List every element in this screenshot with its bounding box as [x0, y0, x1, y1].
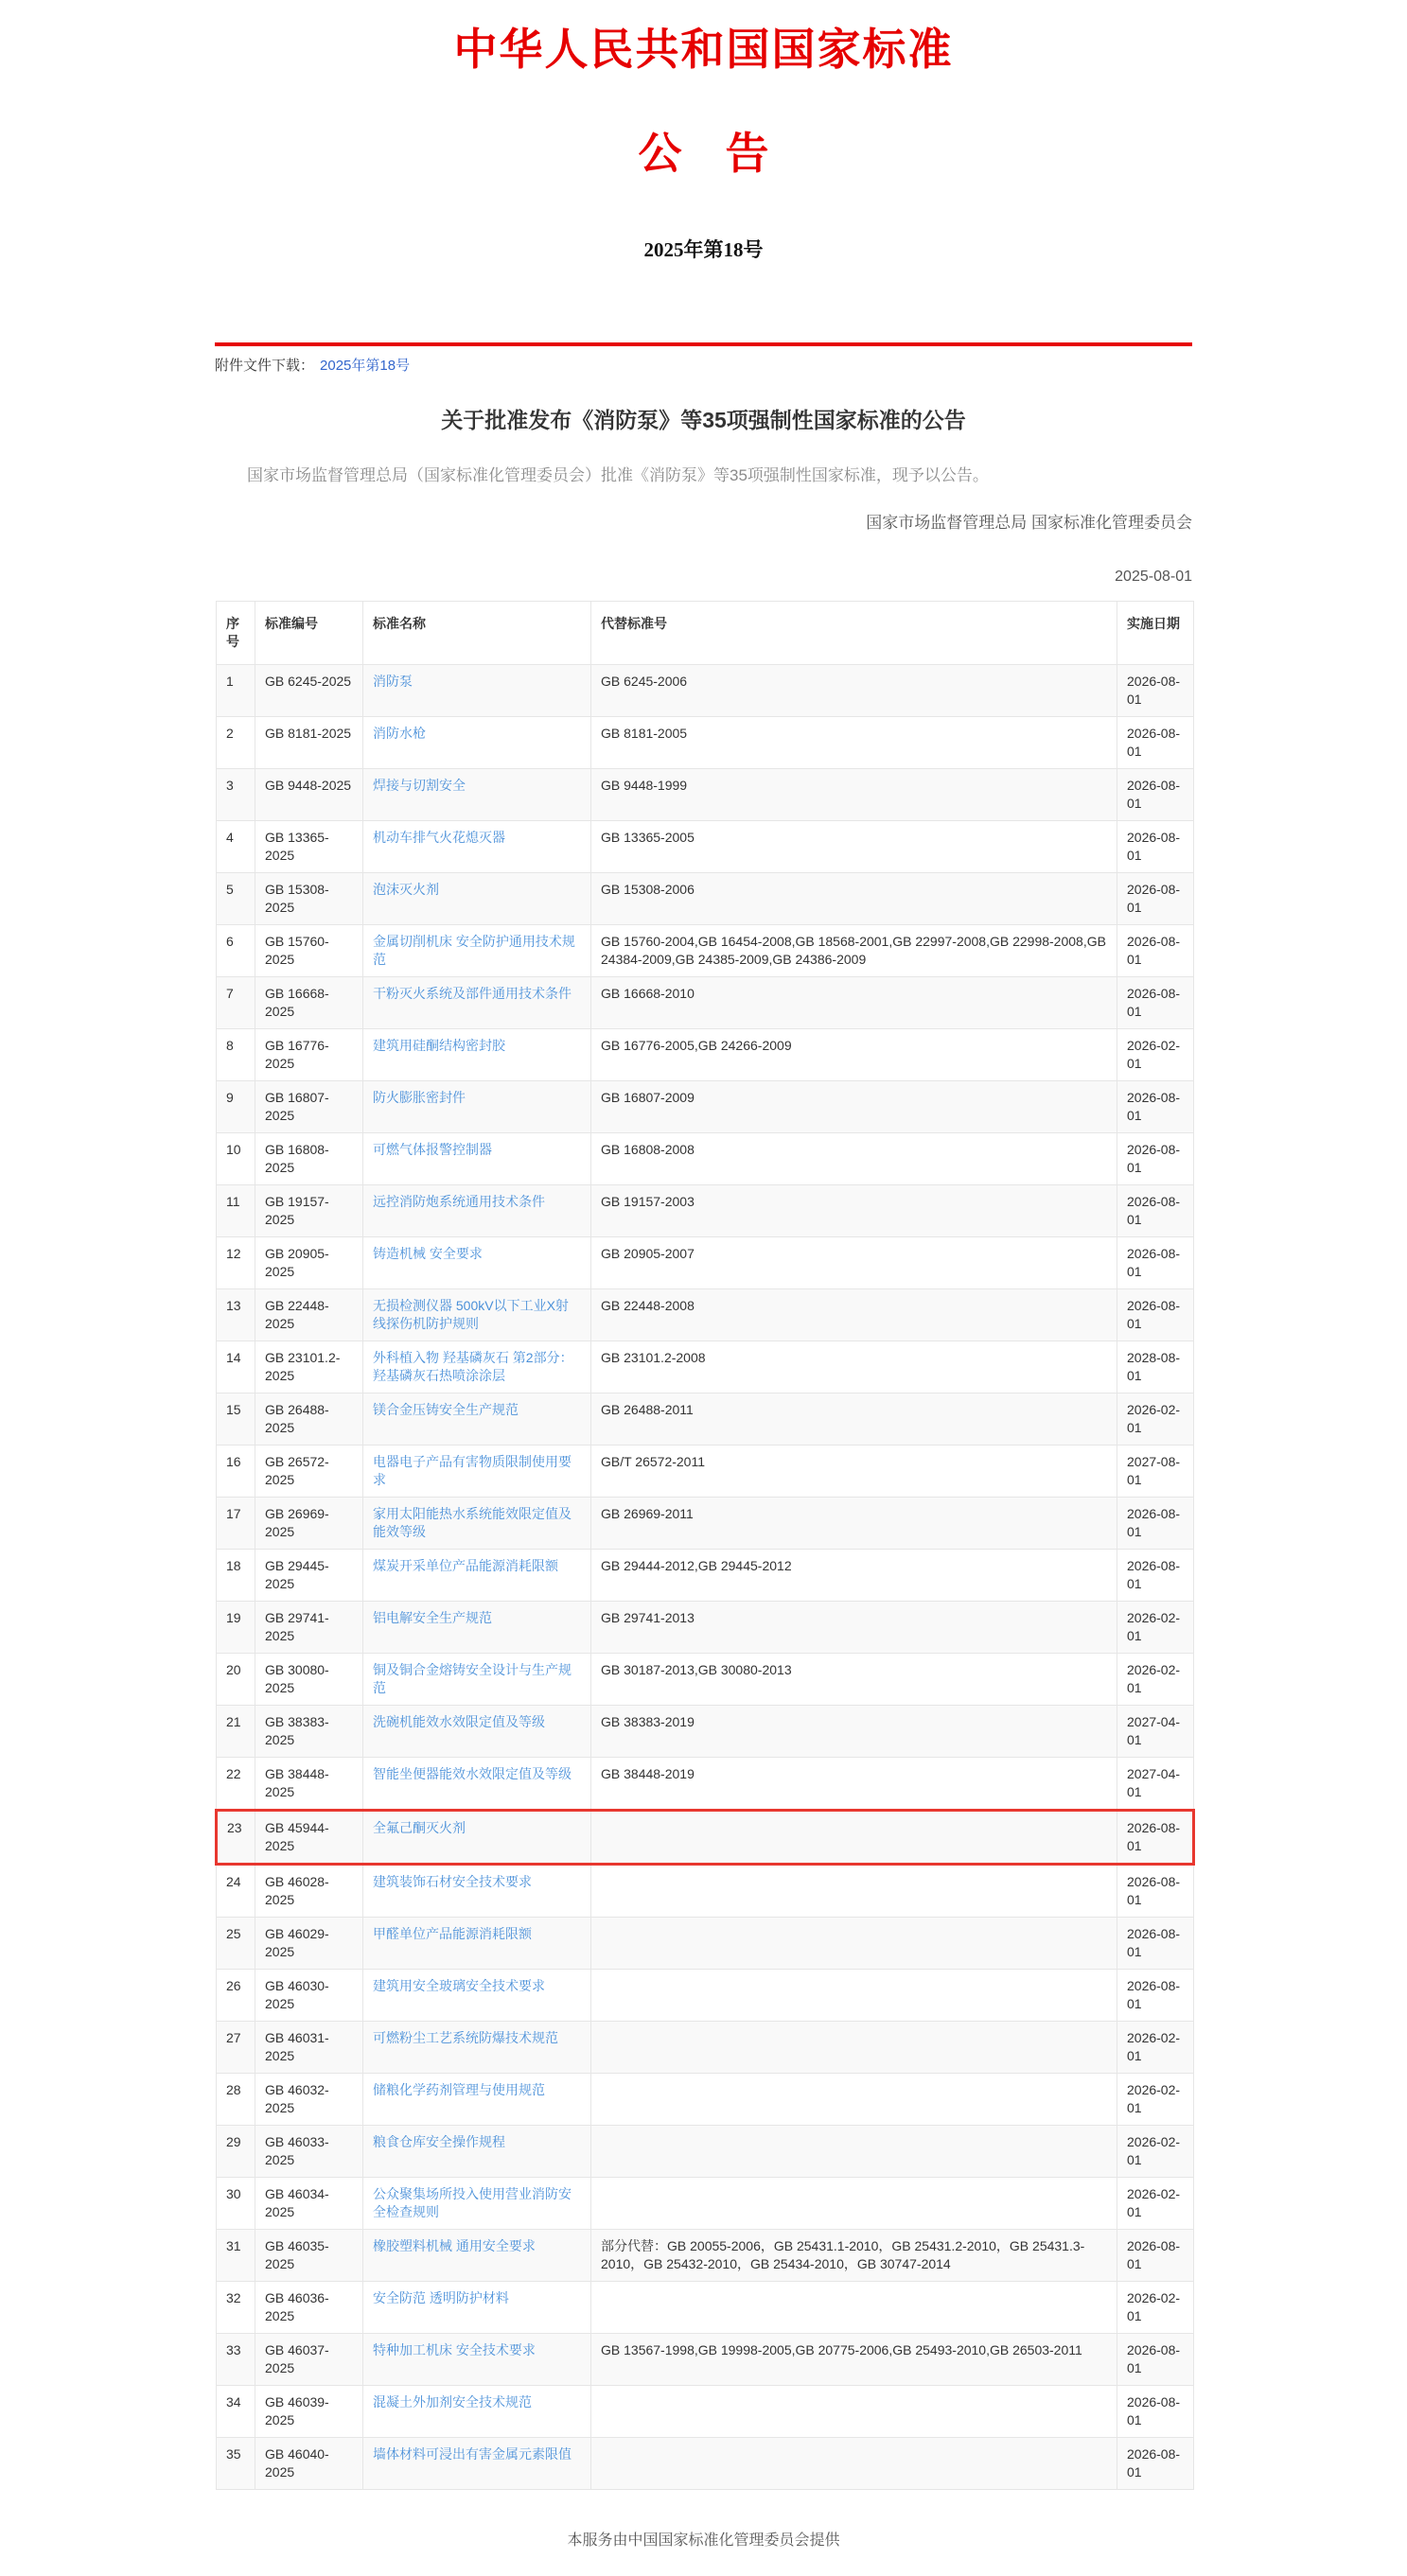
replaced-standards [591, 2126, 1117, 2178]
replaced-standards: GB 29741-2013 [591, 1602, 1117, 1654]
issue-number: 2025年第18号 [643, 238, 764, 261]
replaced-standards: GB 16776-2005,GB 24266-2009 [591, 1029, 1117, 1081]
standard-name-cell [363, 1654, 591, 1706]
standard-name-link[interactable]: 家用太阳能热水系统能效限定值及能效等级 [373, 1506, 572, 1540]
table-body [217, 665, 1194, 2490]
standard-name-link[interactable]: 建筑用安全玻璃安全技术要求 [373, 1978, 545, 1994]
row-number: 10 [217, 1133, 255, 1185]
implementation-date: 2026-08-01 [1117, 2386, 1194, 2438]
implementation-date: 2026-08-01 [1117, 1498, 1194, 1550]
row-number: 5 [217, 873, 255, 925]
replaced-standards [591, 1970, 1117, 2022]
standard-name-cell [363, 1498, 591, 1550]
standard-code: GB 16807-2025 [255, 1081, 363, 1133]
row-number: 1 [217, 665, 255, 717]
implementation-date: 2026-08-01 [1117, 1237, 1194, 1289]
standard-name-link[interactable]: 安全防范 透明防护材料 [373, 2290, 509, 2306]
masthead [215, 15, 1192, 263]
standard-name-cell [363, 2022, 591, 2074]
standard-name-cell [363, 1865, 591, 1918]
standard-name-cell [363, 2282, 591, 2334]
replaced-standards: GB 16668-2010 [591, 977, 1117, 1029]
table-row [217, 1865, 1194, 1918]
standard-name-cell [363, 1811, 591, 1865]
standard-name-cell [363, 1341, 591, 1393]
row-number: 23 [217, 1811, 255, 1865]
implementation-date: 2026-08-01 [1117, 873, 1194, 925]
replaced-standards: 部分代替：GB 20055-2006，GB 25431.1-2010，GB 25431.2-2010，GB 25431.3-2010，GB 25432-2010，GB 25434-2010，GB 30747-2014 [591, 2230, 1117, 2282]
replaced-standards: GB 15308-2006 [591, 873, 1117, 925]
standard-code: GB 46028-2025 [255, 1865, 363, 1918]
standard-name-cell [363, 665, 591, 717]
implementation-date: 2026-02-01 [1117, 1393, 1194, 1446]
row-number: 11 [217, 1185, 255, 1237]
standard-name-cell [363, 977, 591, 1029]
standard-name-link[interactable]: 泡沫灭火剂 [373, 882, 439, 898]
standard-name-cell [363, 1918, 591, 1970]
table-row [217, 1654, 1194, 1706]
replaced-standards [591, 2074, 1117, 2126]
row-number: 29 [217, 2126, 255, 2178]
standard-name-cell [363, 873, 591, 925]
standard-name-cell [363, 2230, 591, 2282]
standard-code: GB 23101.2-2025 [255, 1341, 363, 1393]
replaced-standards: GB 8181-2005 [591, 717, 1117, 769]
implementation-date: 2027-08-01 [1117, 1446, 1194, 1498]
standard-code: GB 29741-2025 [255, 1602, 363, 1654]
table-row [217, 2386, 1194, 2438]
standard-name-cell [363, 2438, 591, 2490]
row-number: 20 [217, 1654, 255, 1706]
replaced-standards: GB 38383-2019 [591, 1706, 1117, 1758]
standard-code: GB 15760-2025 [255, 925, 363, 977]
replaced-standards [591, 1918, 1117, 1970]
page-title: 中华人民共和国国家标准 [453, 26, 954, 74]
standard-code: GB 16668-2025 [255, 977, 363, 1029]
replaced-standards: GB/T 26572-2011 [591, 1446, 1117, 1498]
standard-name-link[interactable]: 全氟己酮灭火剂 [373, 1820, 466, 1836]
table-row [217, 1602, 1194, 1654]
table-row [217, 1706, 1194, 1758]
standard-code: GB 46037-2025 [255, 2334, 363, 2386]
table-row [217, 1918, 1194, 1970]
table-row [217, 717, 1194, 769]
standard-name-link[interactable]: 智能坐便器能效水效限定值及等级 [373, 1766, 572, 1782]
standard-name-link[interactable]: 铝电解安全生产规范 [373, 1610, 492, 1626]
standard-name-cell [363, 2178, 591, 2230]
row-number: 26 [217, 1970, 255, 2022]
table-row [217, 1081, 1194, 1133]
standard-code: GB 46035-2025 [255, 2230, 363, 2282]
attachment-row [215, 355, 1192, 375]
replaced-standards: GB 15760-2004,GB 16454-2008,GB 18568-2001,GB 22997-2008,GB 22998-2008,GB 24384-2009,GB 24385-2009,GB 24386-2009 [591, 925, 1117, 977]
replaced-standards: GB 16807-2009 [591, 1081, 1117, 1133]
row-number: 8 [217, 1029, 255, 1081]
table-row [217, 977, 1194, 1029]
standard-name-link[interactable]: 粮食仓库安全操作规程 [373, 2134, 505, 2150]
implementation-date: 2026-02-01 [1117, 1654, 1194, 1706]
standard-code: GB 46033-2025 [255, 2126, 363, 2178]
replaced-standards [591, 2386, 1117, 2438]
standard-code: GB 20905-2025 [255, 1237, 363, 1289]
replaced-standards [591, 1811, 1117, 1865]
standard-code: GB 46034-2025 [255, 2178, 363, 2230]
standard-name-cell [363, 1081, 591, 1133]
standard-code: GB 46031-2025 [255, 2022, 363, 2074]
table-row [217, 665, 1194, 717]
implementation-date: 2026-08-01 [1117, 2334, 1194, 2386]
row-number: 30 [217, 2178, 255, 2230]
replaced-standards: GB 13567-1998,GB 19998-2005,GB 20775-2006,GB 25493-2010,GB 26503-2011 [591, 2334, 1117, 2386]
row-number: 16 [217, 1446, 255, 1498]
replaced-standards [591, 2178, 1117, 2230]
standard-code: GB 46040-2025 [255, 2438, 363, 2490]
standard-code: GB 15308-2025 [255, 873, 363, 925]
col-header-standard-code: 标准编号 [255, 602, 363, 665]
attachment-label: 附件文件下载： [215, 358, 315, 374]
table-row [217, 2282, 1194, 2334]
standard-name-cell [363, 2334, 591, 2386]
table-header [217, 602, 1194, 665]
standard-code: GB 16776-2025 [255, 1029, 363, 1081]
table-row [217, 769, 1194, 821]
implementation-date: 2026-02-01 [1117, 2022, 1194, 2074]
standard-name-link[interactable]: 远控消防炮系统通用技术条件 [373, 1194, 545, 1210]
red-divider-line [215, 342, 1192, 346]
table-row [217, 1758, 1194, 1811]
implementation-date: 2026-08-01 [1117, 1289, 1194, 1341]
table-row [217, 2230, 1194, 2282]
page-content [215, 15, 1192, 2550]
standard-name-cell [363, 1133, 591, 1185]
row-number: 25 [217, 1918, 255, 1970]
row-number: 4 [217, 821, 255, 873]
row-number: 13 [217, 1289, 255, 1341]
issuing-authority-signature: 国家市场监督管理总局 国家标准化管理委员会 [866, 514, 1192, 533]
standard-name-link[interactable]: 镁合金压铸安全生产规范 [373, 1402, 519, 1418]
standard-code: GB 29445-2025 [255, 1550, 363, 1602]
table-row [217, 2438, 1194, 2490]
implementation-date: 2026-08-01 [1117, 1970, 1194, 2022]
standard-code: GB 19157-2025 [255, 1185, 363, 1237]
row-number: 2 [217, 717, 255, 769]
row-number: 19 [217, 1602, 255, 1654]
row-number: 35 [217, 2438, 255, 2490]
standard-name-cell [363, 1602, 591, 1654]
standard-name-cell [363, 2126, 591, 2178]
row-number: 6 [217, 925, 255, 977]
standard-name-link[interactable]: 消防水枪 [373, 726, 426, 742]
col-header-replaced-standards: 代替标准号 [591, 602, 1117, 665]
standard-name-link[interactable]: 建筑装饰石材安全技术要求 [373, 1874, 532, 1890]
standard-name-cell [363, 1029, 591, 1081]
table-row [217, 1811, 1194, 1865]
implementation-date: 2026-08-01 [1117, 665, 1194, 717]
standard-code: GB 46029-2025 [255, 1918, 363, 1970]
table-row [217, 821, 1194, 873]
replaced-standards [591, 1865, 1117, 1918]
standard-name-link[interactable]: 墙体材料可浸出有害金属元素限值 [373, 2446, 572, 2462]
replaced-standards: GB 29444-2012,GB 29445-2012 [591, 1550, 1117, 1602]
standard-name-link[interactable]: 储粮化学药剂管理与使用规范 [373, 2082, 545, 2098]
standard-name-cell [363, 2386, 591, 2438]
implementation-date: 2026-08-01 [1117, 1918, 1194, 1970]
row-number: 28 [217, 2074, 255, 2126]
implementation-date: 2026-02-01 [1117, 1029, 1194, 1081]
standard-code: GB 38383-2025 [255, 1706, 363, 1758]
standard-name-cell [363, 1446, 591, 1498]
standard-name-link[interactable]: 机动车排气火花熄灭器 [373, 830, 505, 846]
implementation-date: 2026-08-01 [1117, 2230, 1194, 2282]
standard-code: GB 46030-2025 [255, 1970, 363, 2022]
standard-name-link[interactable]: 铜及铜合金熔铸安全设计与生产规范 [373, 1662, 572, 1696]
table-row [217, 1550, 1194, 1602]
row-number: 27 [217, 2022, 255, 2074]
row-number: 7 [217, 977, 255, 1029]
standard-name-link[interactable]: 可燃粉尘工艺系统防爆技术规范 [373, 2030, 558, 2046]
row-number: 17 [217, 1498, 255, 1550]
announcement-subtitle: 公 告 [638, 130, 769, 178]
col-header-index: 序号 [217, 602, 255, 665]
table-row [217, 1133, 1194, 1185]
implementation-date: 2026-02-01 [1117, 2126, 1194, 2178]
replaced-standards: GB 22448-2008 [591, 1289, 1117, 1341]
standards-table [215, 601, 1195, 2490]
table-row [217, 2178, 1194, 2230]
standard-name-link[interactable]: 焊接与切割安全 [373, 778, 466, 794]
standard-code: GB 46036-2025 [255, 2282, 363, 2334]
implementation-date: 2026-08-01 [1117, 1865, 1194, 1918]
standard-code: GB 26969-2025 [255, 1498, 363, 1550]
standard-name-cell [363, 821, 591, 873]
standard-code: GB 16808-2025 [255, 1133, 363, 1185]
row-number: 22 [217, 1758, 255, 1811]
row-number: 15 [217, 1393, 255, 1446]
table-row [217, 1446, 1194, 1498]
standard-name-cell [363, 1185, 591, 1237]
replaced-standards: GB 19157-2003 [591, 1185, 1117, 1237]
table-row [217, 873, 1194, 925]
row-number: 21 [217, 1706, 255, 1758]
standard-name-cell [363, 1550, 591, 1602]
standard-name-link[interactable]: 建筑用硅酮结构密封胶 [373, 1038, 505, 1054]
implementation-date: 2026-08-01 [1117, 977, 1194, 1029]
table-header-row [217, 602, 1194, 665]
replaced-standards [591, 2438, 1117, 2490]
standard-name-link[interactable]: 公众聚集场所投入使用营业消防安全检查规则 [373, 2186, 572, 2220]
standard-name-cell [363, 717, 591, 769]
row-number: 24 [217, 1865, 255, 1918]
standard-name-link[interactable]: 甲醛单位产品能源消耗限额 [373, 1926, 532, 1942]
table-row [217, 2126, 1194, 2178]
replaced-standards [591, 2022, 1117, 2074]
standard-name-cell [363, 769, 591, 821]
implementation-date: 2026-08-01 [1117, 925, 1194, 977]
replaced-standards: GB 20905-2007 [591, 1237, 1117, 1289]
standard-name-link[interactable]: 外科植入物 羟基磷灰石 第2部分：羟基磷灰石热喷涂涂层 [373, 1350, 573, 1384]
replaced-standards: GB 6245-2006 [591, 665, 1117, 717]
implementation-date: 2026-08-01 [1117, 2438, 1194, 2490]
row-number: 33 [217, 2334, 255, 2386]
col-header-implementation-date: 实施日期 [1117, 602, 1194, 665]
implementation-date: 2026-02-01 [1117, 2178, 1194, 2230]
implementation-date: 2026-08-01 [1117, 1811, 1194, 1865]
standard-name-link[interactable]: 煤炭开采单位产品能源消耗限额 [373, 1558, 558, 1574]
implementation-date: 2026-08-01 [1117, 717, 1194, 769]
implementation-date: 2026-08-01 [1117, 1550, 1194, 1602]
standard-name-link[interactable]: 橡胶塑料机械 通用安全要求 [373, 2238, 536, 2254]
implementation-date: 2026-08-01 [1117, 1081, 1194, 1133]
replaced-standards [591, 2282, 1117, 2334]
standard-name-cell [363, 1706, 591, 1758]
row-number: 9 [217, 1081, 255, 1133]
replaced-standards: GB 23101.2-2008 [591, 1341, 1117, 1393]
standard-code: GB 46039-2025 [255, 2386, 363, 2438]
standard-name-link[interactable]: 洗碗机能效水效限定值及等级 [373, 1714, 545, 1730]
standard-code: GB 9448-2025 [255, 769, 363, 821]
table-row [217, 2334, 1194, 2386]
standard-name-cell [363, 925, 591, 977]
row-number: 34 [217, 2386, 255, 2438]
standard-name-link[interactable]: 无损检测仪器 500kV以下工业X射线探伤机防护规则 [373, 1298, 569, 1332]
replaced-standards: GB 16808-2008 [591, 1133, 1117, 1185]
standard-name-link[interactable]: 电器电子产品有害物质限制使用要求 [373, 1454, 572, 1488]
standard-name-cell [363, 1970, 591, 2022]
row-number: 14 [217, 1341, 255, 1393]
standard-name-cell [363, 1289, 591, 1341]
standard-code: GB 26572-2025 [255, 1446, 363, 1498]
table-row [217, 925, 1194, 977]
table-row [217, 1185, 1194, 1237]
implementation-date: 2026-08-01 [1117, 769, 1194, 821]
standard-code: GB 45944-2025 [255, 1811, 363, 1865]
implementation-date: 2026-02-01 [1117, 1602, 1194, 1654]
standard-code: GB 38448-2025 [255, 1758, 363, 1811]
table-row [217, 2022, 1194, 2074]
standard-code: GB 22448-2025 [255, 1289, 363, 1341]
standard-name-link[interactable]: 混凝土外加剂安全技术规范 [373, 2394, 532, 2410]
replaced-standards: GB 26488-2011 [591, 1393, 1117, 1446]
implementation-date: 2026-02-01 [1117, 2282, 1194, 2334]
replaced-standards: GB 38448-2019 [591, 1758, 1117, 1811]
implementation-date: 2026-08-01 [1117, 821, 1194, 873]
standard-code: GB 6245-2025 [255, 665, 363, 717]
row-number: 12 [217, 1237, 255, 1289]
table-row [217, 1498, 1194, 1550]
standard-name-link[interactable]: 消防泵 [373, 674, 413, 690]
standard-name-link[interactable]: 干粉灭火系统及部件通用技术条件 [373, 986, 572, 1002]
row-number: 18 [217, 1550, 255, 1602]
standard-name-link[interactable]: 防火膨胀密封件 [373, 1090, 466, 1106]
table-row [217, 1341, 1194, 1393]
standard-name-cell [363, 1237, 591, 1289]
table-row [217, 1289, 1194, 1341]
standard-name-cell [363, 2074, 591, 2126]
table-row [217, 1970, 1194, 2022]
announcement-paragraph: 国家市场监督管理总局（国家标准化管理委员会）批准《消防泵》等35项强制性国家标准，现予以公告。 [247, 466, 989, 484]
standard-name-link[interactable]: 可燃气体报警控制器 [373, 1142, 492, 1158]
table-row [217, 1237, 1194, 1289]
standard-name-link[interactable]: 铸造机械 安全要求 [373, 1246, 483, 1262]
implementation-date: 2027-04-01 [1117, 1706, 1194, 1758]
implementation-date: 2026-08-01 [1117, 1133, 1194, 1185]
replaced-standards: GB 30187-2013,GB 30080-2013 [591, 1654, 1117, 1706]
standard-name-link[interactable]: 特种加工机床 安全技术要求 [373, 2342, 536, 2358]
attachment-download-link[interactable]: 2025年第18号 [320, 358, 411, 374]
table-row [217, 1393, 1194, 1446]
implementation-date: 2027-04-01 [1117, 1758, 1194, 1811]
footer-note: 本服务由中国国家标准化管理委员会提供 [567, 2532, 840, 2550]
implementation-date: 2028-08-01 [1117, 1341, 1194, 1393]
standard-code: GB 13365-2025 [255, 821, 363, 873]
row-number: 31 [217, 2230, 255, 2282]
table-row [217, 1029, 1194, 1081]
standard-code: GB 26488-2025 [255, 1393, 363, 1446]
publish-date: 2025-08-01 [1115, 569, 1192, 586]
row-number: 32 [217, 2282, 255, 2334]
standard-code: GB 30080-2025 [255, 1654, 363, 1706]
table-row [217, 2074, 1194, 2126]
implementation-date: 2026-02-01 [1117, 2074, 1194, 2126]
row-number: 3 [217, 769, 255, 821]
standard-code: GB 46032-2025 [255, 2074, 363, 2126]
announcement-heading: 关于批准发布《消防泵》等35项强制性国家标准的公告 [441, 408, 966, 432]
replaced-standards: GB 26969-2011 [591, 1498, 1117, 1550]
replaced-standards: GB 13365-2005 [591, 821, 1117, 873]
implementation-date: 2026-08-01 [1117, 1185, 1194, 1237]
replaced-standards: GB 9448-1999 [591, 769, 1117, 821]
standard-name-cell [363, 1393, 591, 1446]
col-header-standard-name: 标准名称 [363, 602, 591, 665]
standard-name-link[interactable]: 金属切削机床 安全防护通用技术规范 [373, 934, 575, 968]
standard-code: GB 8181-2025 [255, 717, 363, 769]
standard-name-cell [363, 1758, 591, 1811]
